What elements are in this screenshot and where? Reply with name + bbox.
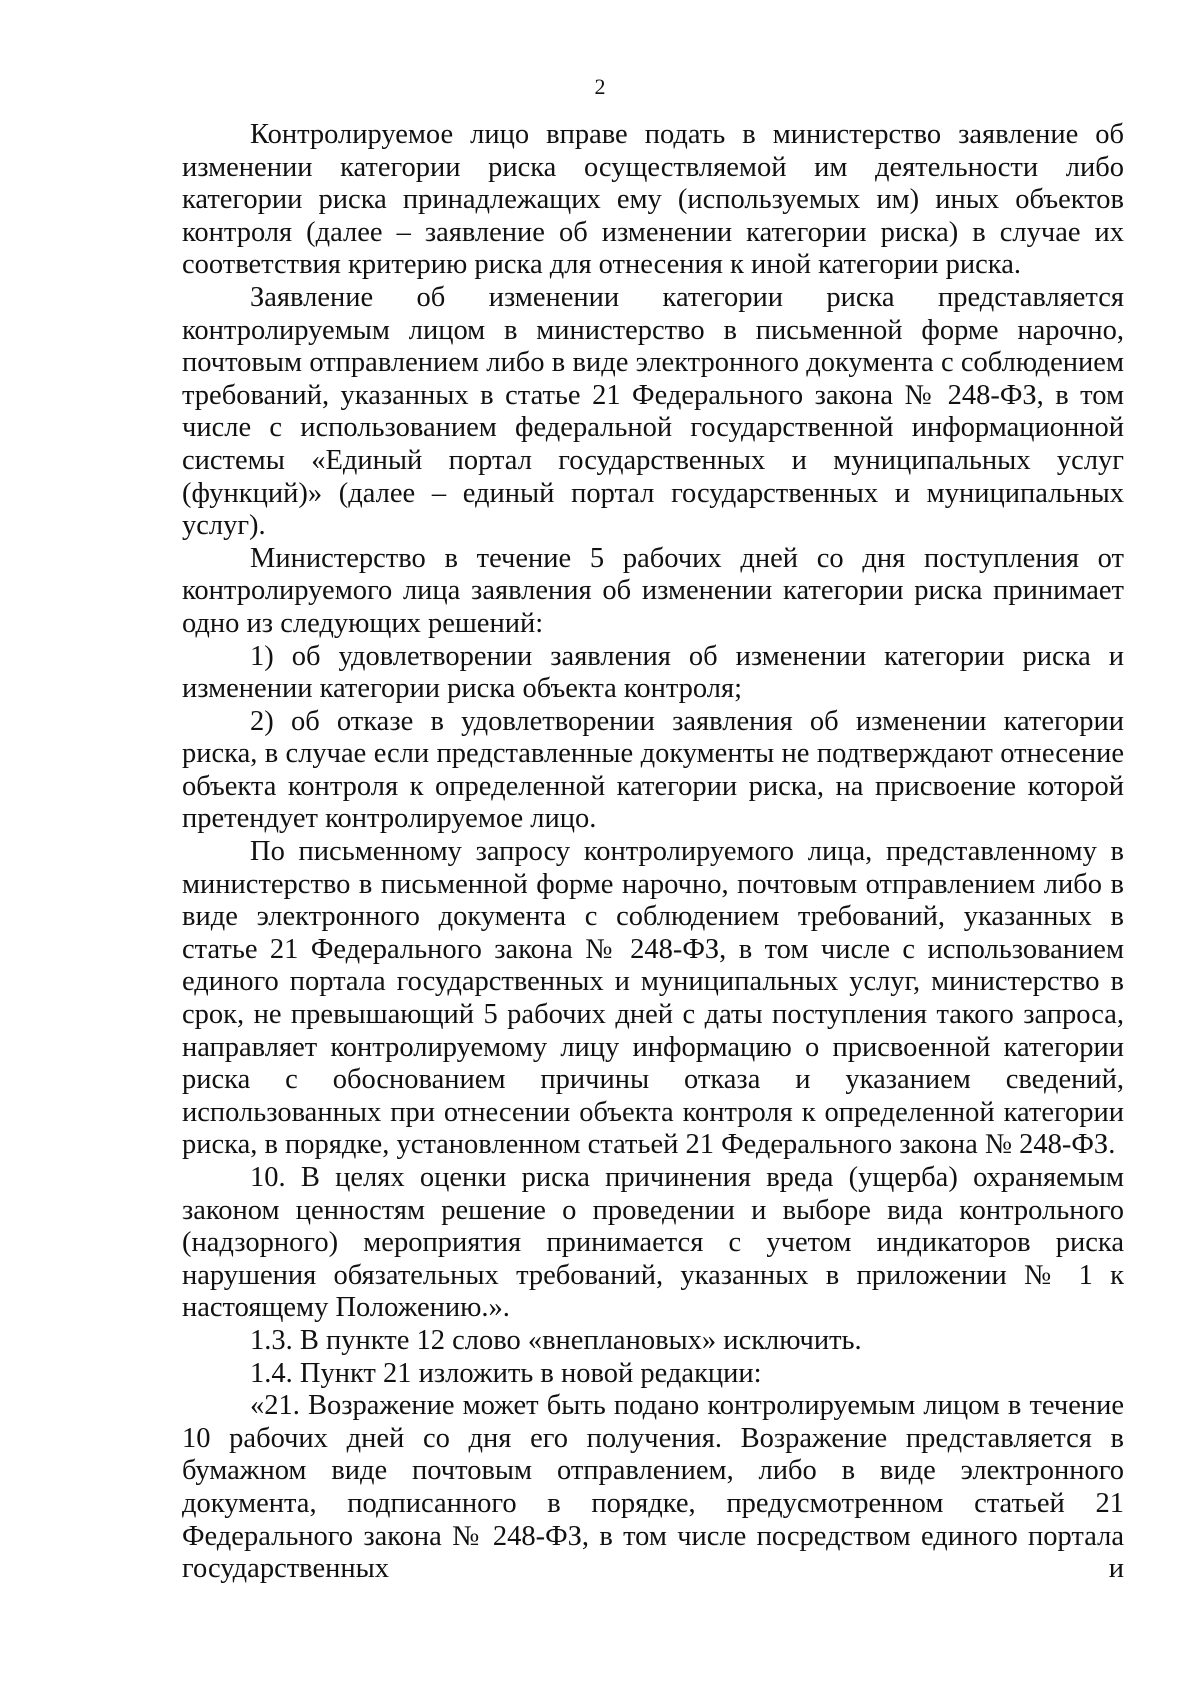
paragraph-3: Министерство в течение 5 рабочих дней со дня поступления от контролируемого лица заявления об изменении категории риска принимает одно из следующих решений:	[182, 542, 1124, 639]
paragraph-1: Контролируемое лицо вправе подать в министерство заявление об изменении категории риска осуществляемой им деятельности либо категории риска принадлежащих ему (используемых им) иных объектов контроля (далее – заявление об изменении категории риска) в случае их соответствия критерию риска для отнесения к иной категории риска.	[182, 119, 1124, 281]
paragraph-4: По письменному запросу контролируемого лица, представленному в министерство в письменной форме нарочно, почтовым отправлением либо в виде электронного документа с соблюдением требований, указанных в статье 21 Федерального закона № 248-ФЗ, в том числе с использованием единого портала государственных и муниципальных услуг, министерство в срок, не превышающий 5 рабочих дней с даты поступления такого запроса, направляет контролируемому лицу информацию о присвоенной категории риска с обоснованием причины отказа и указанием сведений, использованных при отнесении объекта контроля к определенной категории риска, в порядке, установленном статьей 21 Федерального закона № 248-ФЗ.	[182, 836, 1124, 1161]
paragraph-point-10: 10. В целях оценки риска причинения вреда (ущерба) охраняемым законом ценностям решение о проведении и выборе вида контрольного (надзорного) мероприятия принимается с учетом индикаторов риска нарушения обязательных требований, указанных в приложении № 1 к настоящему Положению.».	[182, 1162, 1124, 1324]
paragraph-item-1-4: 1.4. Пункт 21 изложить в новой редакции:	[250, 1357, 762, 1389]
paragraph-item-1-3: 1.3. В пункте 12 слово «внеплановых» исключить.	[250, 1324, 862, 1356]
page-number: 2	[594, 74, 606, 99]
paragraph-list-item-2: 2) об отказе в удовлетворении заявления об изменении категории риска, в случае если представленные документы не подтверждают отнесение объекта контроля к определенной категории риска, на присвоение которой претендует контролируемое лицо.	[182, 705, 1124, 835]
paragraph-2: Заявление об изменении категории риска представляется контролируемым лицом в министерство в письменной форме нарочно, почтовым отправлением либо в виде электронного документа с соблюдением требований, указанных в статье 21 Федерального закона № 248-ФЗ, в том числе с использованием федеральной государственной информационной системы «Единый портал государственных и муниципальных услуг (функций)» (далее – единый портал государственных и муниципальных услуг).	[182, 281, 1124, 542]
paragraph-list-item-1: 1) об удовлетворении заявления об изменении категории риска и изменении категории риска объекта контроля;	[182, 640, 1124, 705]
document-body	[182, 119, 1124, 1586]
paragraph-point-21: «21. Возражение может быть подано контролируемым лицом в течение 10 рабочих дней со дня его получения. Возражение представляется в бумажном виде почтовым отправлением, либо в виде электронного документа, подписанного в порядке, предусмотренном статьей 21 Федерального закона № 248-ФЗ, в том числе посредством единого портала государственных и	[182, 1390, 1124, 1585]
